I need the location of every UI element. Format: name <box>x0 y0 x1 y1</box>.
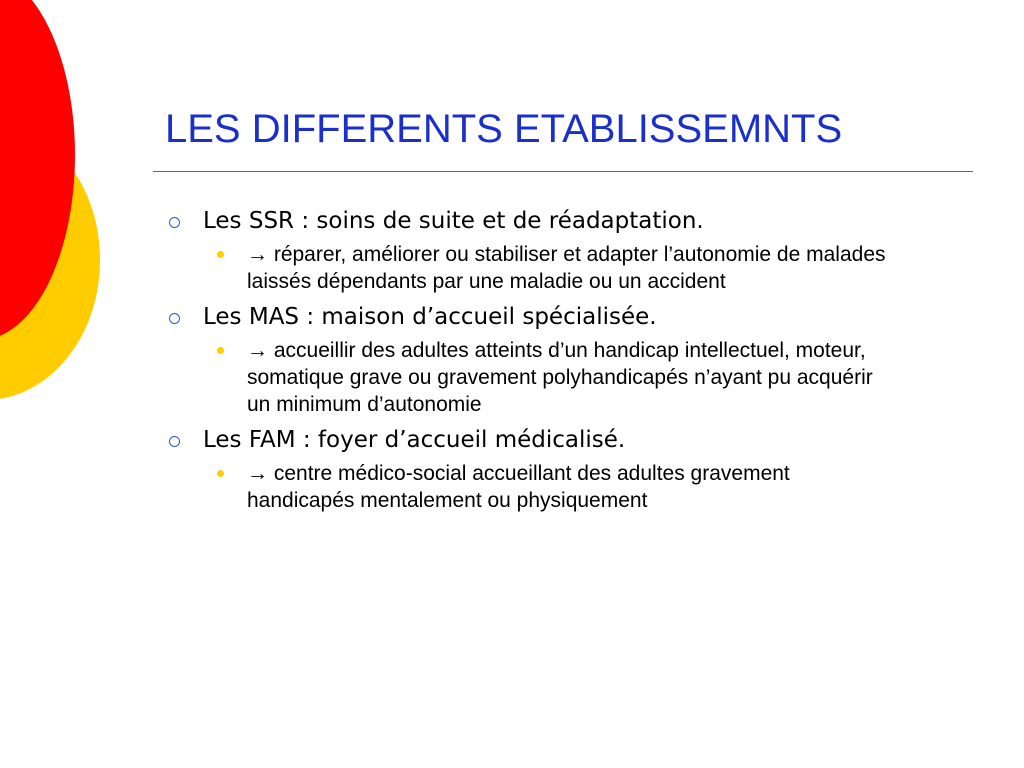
sub-bullet-list <box>165 241 975 295</box>
bullet-text: Les SSR : soins de suite et de réadaptation. <box>203 208 704 234</box>
list-item <box>165 205 975 295</box>
slide-title: LES DIFFERENTS ETABLISSEMNTS <box>165 107 843 151</box>
hollow-circle-bullet-icon <box>169 436 180 447</box>
bullet-level2 <box>165 337 887 418</box>
bullet-level1 <box>165 424 975 456</box>
sub-bullet-text: → accueillir des adultes atteints d’un handicap intellectuel, moteur, somatique grave ou gravement polyhandicapés n’ayant pu acquérir un minimum d’autonomie <box>247 339 873 416</box>
list-item <box>165 424 975 514</box>
sub-bullet-text: → centre médico-social accueillant des adultes gravement handicapés mentalement ou physiquement <box>247 462 790 512</box>
list-item <box>165 301 975 418</box>
sub-bullet-list <box>165 460 975 514</box>
dot-bullet-icon <box>217 470 224 477</box>
title-divider <box>153 171 973 172</box>
hollow-circle-bullet-icon <box>169 217 180 228</box>
bullet-level1 <box>165 301 975 333</box>
dot-bullet-icon <box>217 347 224 354</box>
bullet-text: Les FAM : foyer d’accueil médicalisé. <box>203 427 626 453</box>
sub-bullet-list <box>165 337 975 418</box>
hollow-circle-bullet-icon <box>169 313 180 324</box>
bullet-level1 <box>165 205 975 237</box>
bullet-list <box>165 205 975 520</box>
bullet-level2 <box>165 241 887 295</box>
sub-bullet-text: → réparer, améliorer ou stabiliser et adapter l’autonomie de malades laissés dépendants par une maladie ou un accident <box>247 243 886 293</box>
bullet-level2 <box>165 460 887 514</box>
bullet-text: Les MAS : maison d’accueil spécialisée. <box>203 304 657 330</box>
dot-bullet-icon <box>217 251 224 258</box>
